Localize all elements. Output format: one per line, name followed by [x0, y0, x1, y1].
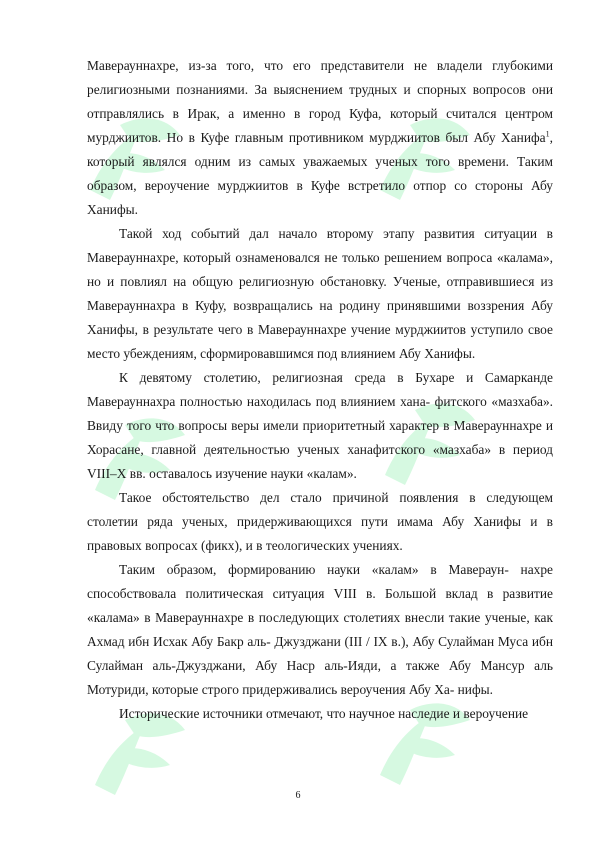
paragraph-3: К девятому столетию, религиозная среда в Бухаре и Самарканде Маверауннахра полностью находилась под влиянием хана- фитского «мазхаба». Ввиду того что вопросы веры имели приоритетный характер в Маверауннахре и Хорасане, главной деятельностью ученых ханафитского «мазхаба» в период VIII–Х вв. оставалось изучение науки «калам». — [87, 370, 553, 481]
page-number: 6 — [295, 790, 301, 801]
paragraph-1-tail: , который являлся одним из самых уважаемых ученых того времени. Таким образом, вероучение мурджиитов в Куфе встретило отпор со стороны Абу Ханифы. — [87, 130, 553, 217]
body-text — [87, 54, 553, 726]
paragraph-5: Таким образом, формированию науки «калам» в Мавераун- нахре способствовала политическая ситуация VIII в. Большой вклад в развитие «калама» в Маверауннахре в последующих столетиях внесли такие ученые, как Ахмад ибн Исхак Абу Бакр аль- Джузджани (III / IX в.), Абу Сулайман Муса ибн Сулайман аль-Джузджани, Абу Наср аль-Ияди, а также Абу Мансур аль Мотуриди, которые строго придерживались вероучения Абу Ха- нифы. — [87, 562, 553, 697]
paragraph-1-text: Маверауннахре, из-за того, что его представители не владели глубокими религиозными познаниями. За выяснением трудных и спорных вопросов они отправлялись в Ирак, а именно в город Куфа, который считался центром мурджиитов. Но в Куфе главным противником мурджиитов был Абу Ханифа — [87, 58, 553, 145]
paragraph-2: Такой ход событий дал начало второму этапу развития ситуации в Маверауннахре, который ознаменовался не только решением вопроса «калама», но и повлиял на общую религиозную обстановку. Ученые, отправившиеся из Маверауннахра в Куфу, возвращались на родину принявшими воззрения Абу Ханифы, в результате чего в Маверауннахре учение мурджиитов уступило свое место убеждениям, сформировавшимся под влиянием Абу Ханифы. — [87, 226, 553, 361]
paragraph-6: Исторические источники отмечают, что научное наследие и вероучение — [119, 706, 529, 721]
paragraph-4: Такое обстоятельство дел стало причиной появления в следующем столетии ряда ученых, придерживающихся пути имама Абу Ханифы и в правовых вопросах (фикх), и в теологических учениях. — [87, 490, 553, 553]
footnote-marker[interactable]: 1 — [545, 129, 550, 139]
paragraph-1 — [87, 54, 553, 222]
